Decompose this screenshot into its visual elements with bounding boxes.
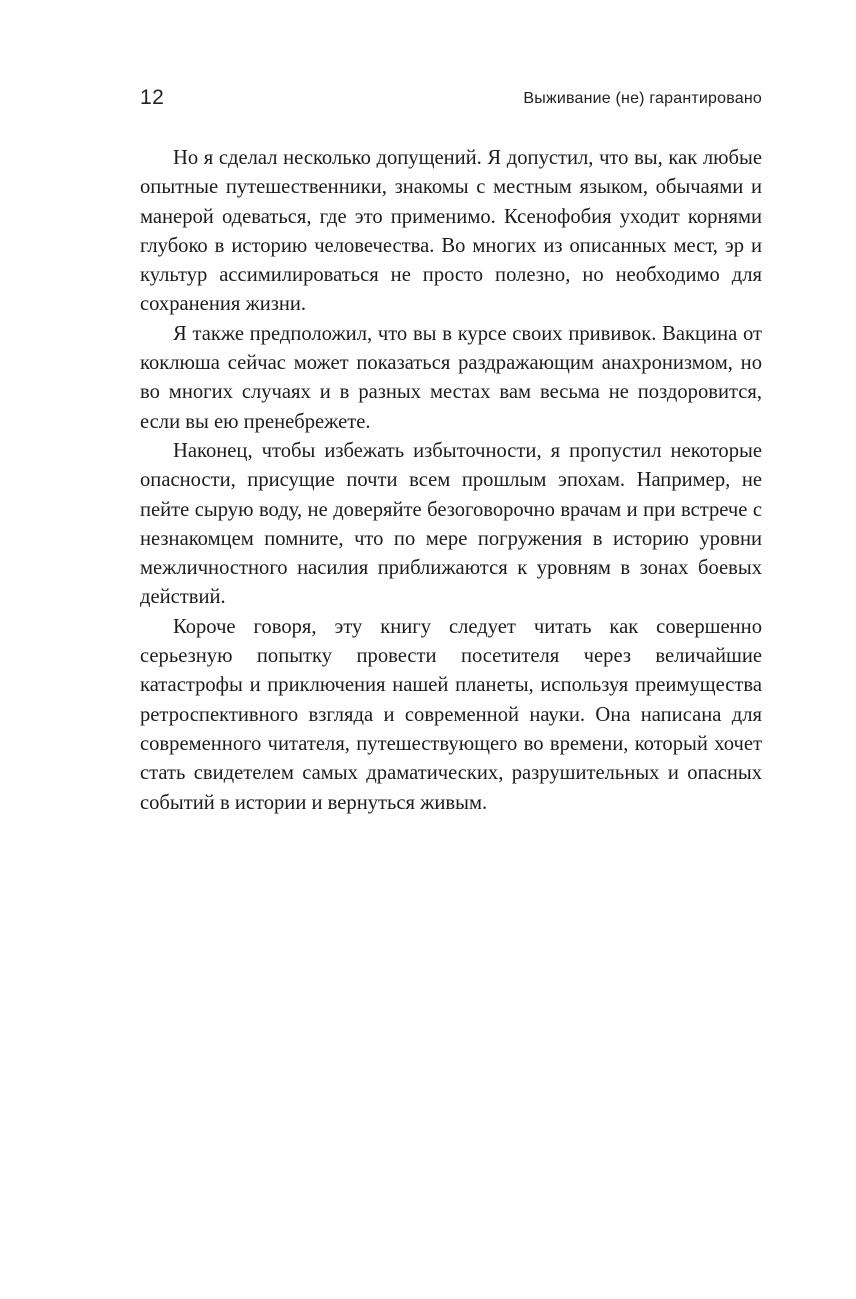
body-text bbox=[140, 144, 762, 818]
running-header bbox=[140, 84, 762, 114]
page-number: 12 bbox=[140, 86, 165, 109]
paragraph-summary: Короче говоря, эту книгу следует читать как совершенно серьезную попытку провести посетителя через величайшие катастрофы и приключения нашей планеты, используя преимущества ретроспективного взгляда и современной науки. Она написана для современного читателя, путешествующего во времени, который хочет стать свидетелем самых драматических, разрушительных и опасных событий в истории и вернуться живым. bbox=[140, 615, 762, 814]
paragraph-omitted-dangers: Наконец, чтобы избежать избыточности, я пропустил некоторые опасности, присущие почти всем прошлым эпохам. Например, не пейте сырую воду, не доверяйте безоговорочно врачам и при встрече с незнакомцем помните, что по мере погружения в историю уровни межличностного насилия приближаются к уровням в зонах боевых действий. bbox=[140, 439, 762, 609]
paragraph-vaccinations: Я также предположил, что вы в курсе своих прививок. Вакцина от коклюша сейчас может показаться раздражающим анахронизмом, но во многих случаях и в разных местах вам весьма не поздоровится, если вы ею пренебрежете. bbox=[140, 322, 762, 433]
running-title: Выживание (не) гарантировано bbox=[523, 90, 762, 107]
paragraph-assumptions: Но я сделал несколько допущений. Я допустил, что вы, как любые опытные путешественники, знакомы с местным языком, обычаями и манерой одеваться, где это применимо. Ксенофобия уходит корнями глубоко в историю человечества. Во многих из описанных мест, эр и культур ассимилироваться не просто полезно, но необходимо для сохранения жизни. bbox=[140, 147, 762, 316]
